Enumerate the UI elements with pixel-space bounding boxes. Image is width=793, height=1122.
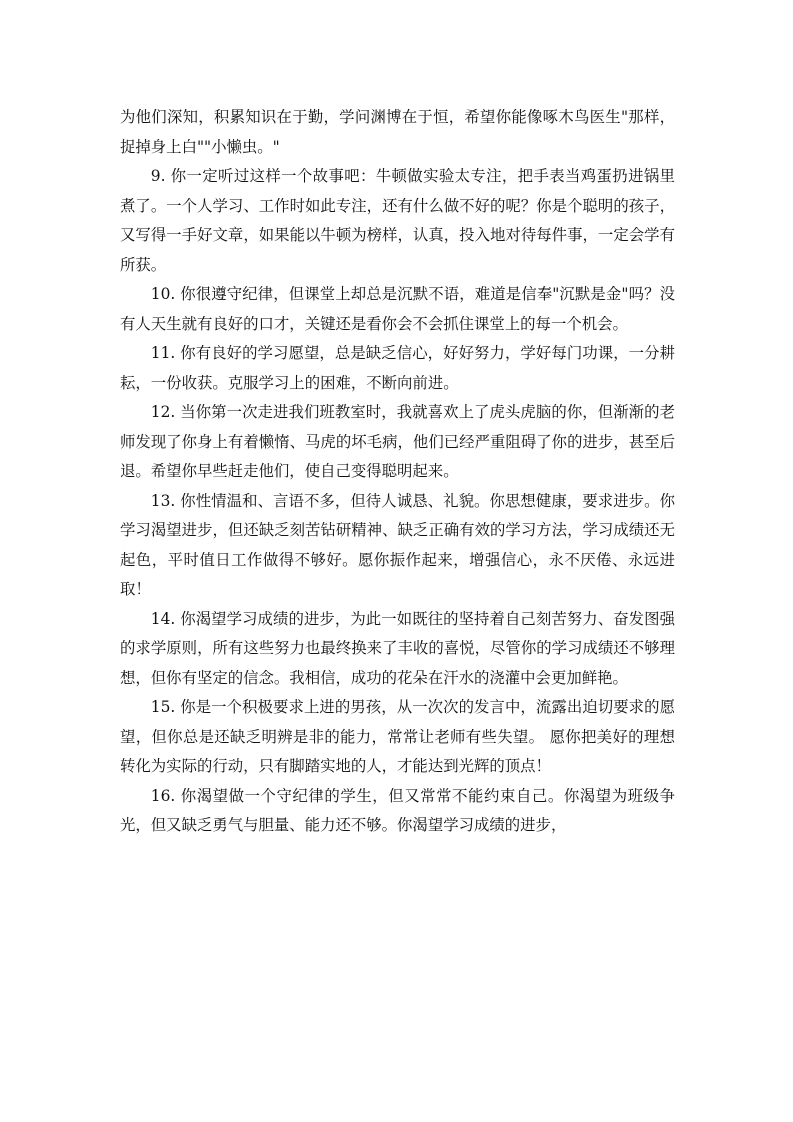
paragraph-12: 12. 当你第一次走进我们班教室时，我就喜欢上了虎头虎脑的你，但渐渐的老师发现了你身上有着懒惰、马虎的坏毛病，他们已经严重阻碍了你的进步，甚至后退。希望你早些赶走他们，使自己变得聪明起来。 xyxy=(120,403,675,480)
paragraph-9: 9. 你一定听过这样一个故事吧：牛顿做实验太专注，把手表当鸡蛋扔进锅里煮了。一个人学习、工作时如此专注，还有什么做不好的呢？你是个聪明的孩子，又写得一手好文章，如果能以牛顿为榜样，认真，投入地对待每件事，一定会学有所获。 xyxy=(120,167,675,274)
paragraph-16: 16. 你渴望做一个守纪律的学生，但又常常不能约束自己。你渴望为班级争光，但又缺乏勇气与胆量、能力还不够。你渴望学习成绩的进步， xyxy=(120,786,675,834)
paragraph-15: 15. 你是一个积极要求上进的男孩，从一次次的发言中，流露出迫切要求的愿望，但你总是还缺乏明辨是非的能力，常常让老师有些失望。 愿你把美好的理想转化为实际的行动，只有脚踏实地的人，才能达到光辉的顶点！ xyxy=(120,698,675,775)
document-body xyxy=(120,103,675,841)
paragraph-continued: 为他们深知，积累知识在于勤，学问渊博在于恒，希望你能像啄木鸟医生"那样，捉掉身上白""小懒虫。" xyxy=(120,108,675,156)
paragraph-11: 11. 你有良好的学习愿望，总是缺乏信心，好好努力，学好每门功课，一分耕耘，一份收获。克服学习上的困难，不断向前进。 xyxy=(120,344,675,392)
paragraph-10: 10. 你很遵守纪律，但课堂上却总是沉默不语，难道是信奉"沉默是金"吗？没有人天生就有良好的口才，关键还是看你会不会抓住课堂上的每一个机会。 xyxy=(120,285,675,333)
paragraph-13: 13. 你性情温和、言语不多，但待人诚恳、礼貌。你思想健康，要求进步。你学习渴望进步，但还缺乏刻苦钻研精神、缺乏正确有效的学习方法，学习成绩还无起色，平时值日工作做得不够好。愿你振作起来，增强信心，永不厌倦、永远进取！ xyxy=(120,491,675,598)
paragraph-14: 14. 你渴望学习成绩的进步，为此一如既往的坚持着自己刻苦努力、奋发图强的求学原则，所有这些努力也最终换来了丰收的喜悦，尽管你的学习成绩还不够理想，但你有坚定的信念。我相信，成功的花朵在汗水的浇灌中会更加鲜艳。 xyxy=(120,609,675,687)
